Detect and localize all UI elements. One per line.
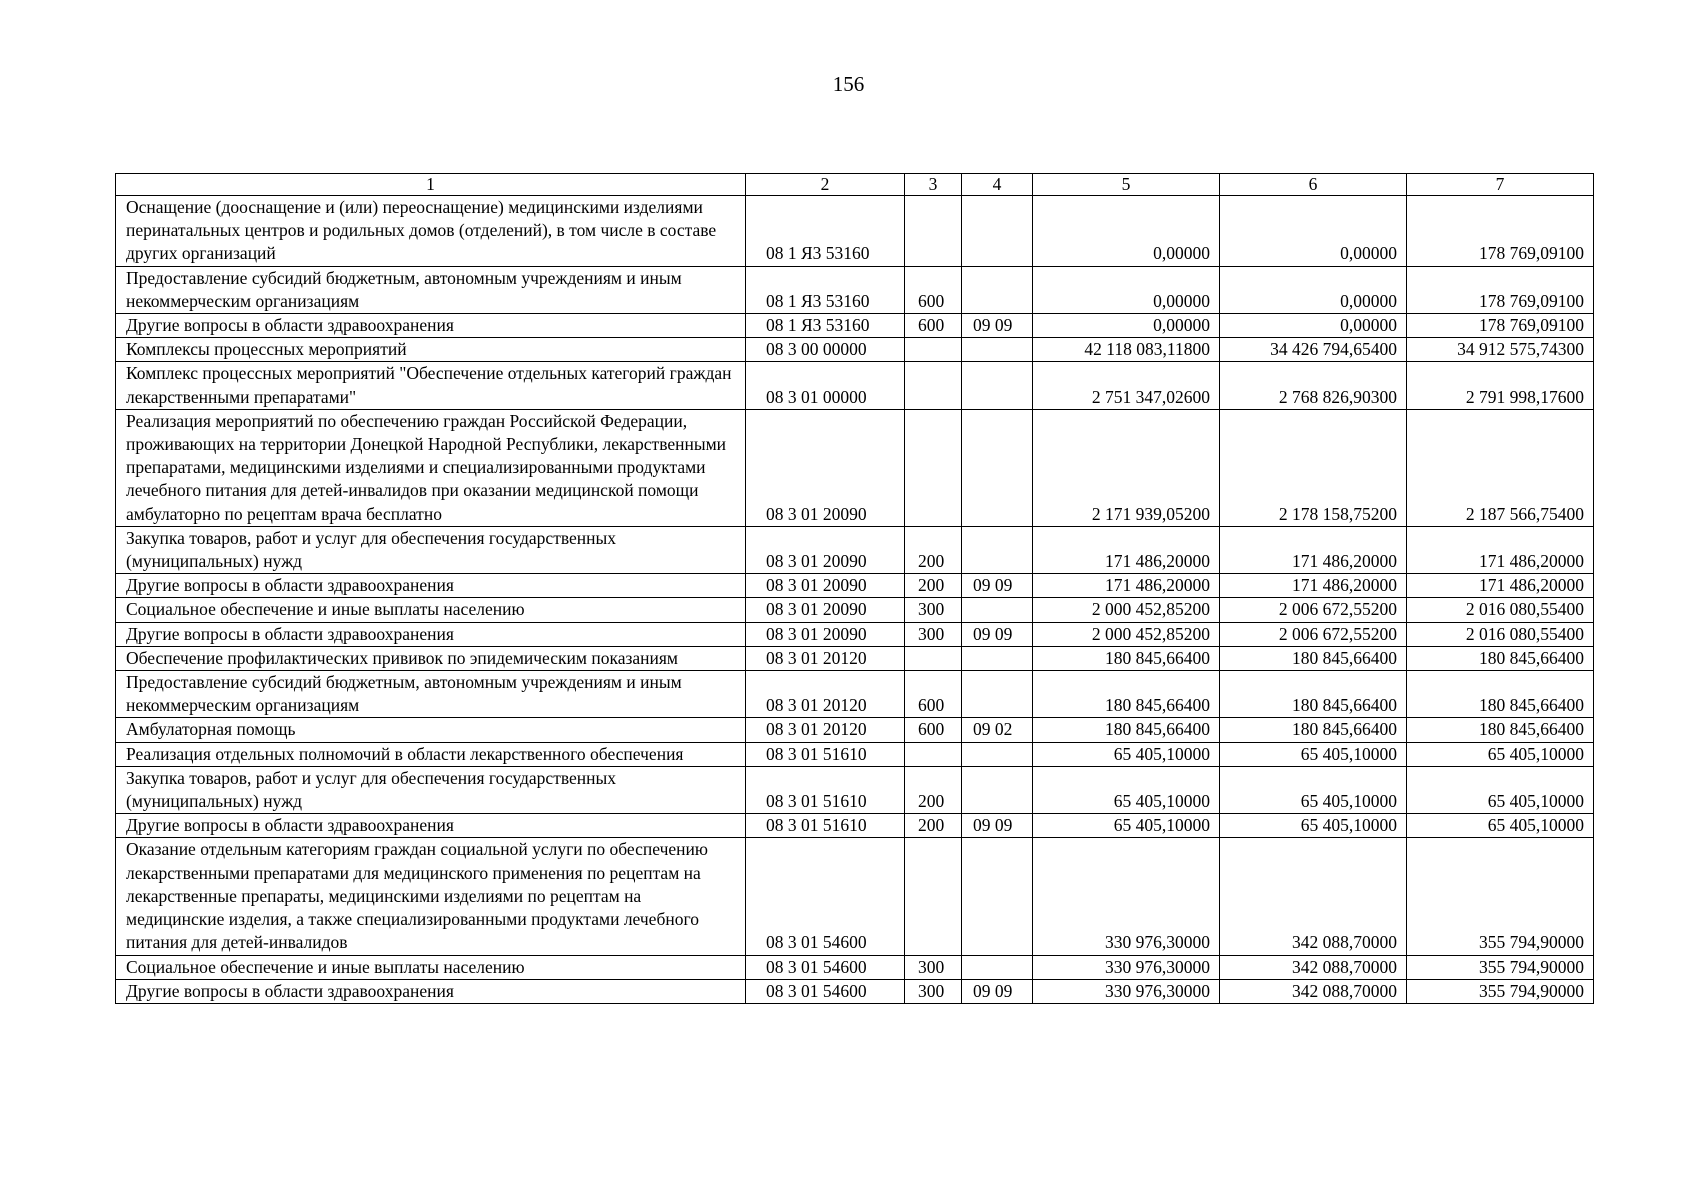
row-name-cell: Другие вопросы в области здравоохранения: [116, 314, 746, 338]
value-col7-cell: 2 791 998,17600: [1407, 362, 1594, 409]
column-header: 6: [1220, 174, 1407, 196]
column-header: 4: [962, 174, 1033, 196]
section-code-cell: [962, 362, 1033, 409]
table-row: [116, 196, 1594, 267]
value-col6-cell: 171 486,20000: [1220, 526, 1407, 573]
table-row: [116, 979, 1594, 1003]
budget-code-cell: 08 1 Я3 53160: [746, 314, 905, 338]
section-code-cell: [962, 955, 1033, 979]
row-name-cell: Оснащение (дооснащение и (или) переоснащение) медицинскими изделиями перинатальных центров и родильных домов (отделений), в том числе в составе других организаций: [116, 196, 746, 267]
budget-code-cell: 08 1 Я3 53160: [746, 196, 905, 267]
value-col5-cell: 0,00000: [1033, 266, 1220, 313]
value-col6-cell: 2 768 826,90300: [1220, 362, 1407, 409]
section-code-cell: [962, 266, 1033, 313]
expense-type-cell: [905, 742, 962, 766]
column-header: 3: [905, 174, 962, 196]
budget-code-cell: 08 3 01 20090: [746, 598, 905, 622]
expense-type-cell: 600: [905, 718, 962, 742]
expense-type-cell: 200: [905, 526, 962, 573]
row-name-cell: Социальное обеспечение и иные выплаты населению: [116, 598, 746, 622]
row-name-cell: Комплекс процессных мероприятий "Обеспечение отдельных категорий граждан лекарственными препаратами": [116, 362, 746, 409]
table-row: [116, 766, 1594, 813]
budget-code-cell: 08 3 01 20090: [746, 622, 905, 646]
table-row: [116, 409, 1594, 526]
section-code-cell: [962, 766, 1033, 813]
expense-type-cell: [905, 409, 962, 526]
section-code-cell: 09 09: [962, 314, 1033, 338]
table-row: [116, 598, 1594, 622]
value-col7-cell: 65 405,10000: [1407, 814, 1594, 838]
value-col6-cell: 0,00000: [1220, 314, 1407, 338]
row-name-cell: Оказание отдельным категориям граждан социальной услуги по обеспечению лекарственными препаратами для медицинского применения по рецептам на лекарственные препараты, медицинскими изделиями по рецептам на медицинские изделия, а также специализированными продуктами лечебного питания для детей-инвалидов: [116, 838, 746, 955]
budget-code-cell: 08 3 00 00000: [746, 338, 905, 362]
budget-code-cell: 08 3 01 20090: [746, 409, 905, 526]
budget-code-cell: 08 3 01 54600: [746, 955, 905, 979]
value-col7-cell: 65 405,10000: [1407, 766, 1594, 813]
row-name-cell: Реализация отдельных полномочий в области лекарственного обеспечения: [116, 742, 746, 766]
row-name-cell: Другие вопросы в области здравоохранения: [116, 622, 746, 646]
table-row: [116, 526, 1594, 573]
expense-type-cell: 600: [905, 671, 962, 718]
value-col6-cell: 2 178 158,75200: [1220, 409, 1407, 526]
budget-code-cell: 08 3 01 51610: [746, 742, 905, 766]
column-header: 1: [116, 174, 746, 196]
row-name-cell: Социальное обеспечение и иные выплаты населению: [116, 955, 746, 979]
table-body: [116, 174, 1594, 1004]
value-col6-cell: 2 006 672,55200: [1220, 598, 1407, 622]
expense-type-cell: [905, 838, 962, 955]
value-col5-cell: 180 845,66400: [1033, 646, 1220, 670]
value-col7-cell: 355 794,90000: [1407, 838, 1594, 955]
value-col5-cell: 330 976,30000: [1033, 979, 1220, 1003]
expense-type-cell: [905, 196, 962, 267]
value-col7-cell: 34 912 575,74300: [1407, 338, 1594, 362]
row-name-cell: Комплексы процессных мероприятий: [116, 338, 746, 362]
row-name-cell: Обеспечение профилактических прививок по эпидемическим показаниям: [116, 646, 746, 670]
value-col7-cell: 180 845,66400: [1407, 671, 1594, 718]
value-col5-cell: 65 405,10000: [1033, 766, 1220, 813]
value-col5-cell: 0,00000: [1033, 314, 1220, 338]
table-row: [116, 718, 1594, 742]
budget-code-cell: 08 3 01 20120: [746, 671, 905, 718]
value-col5-cell: 0,00000: [1033, 196, 1220, 267]
expense-type-cell: 600: [905, 266, 962, 313]
table-header-row: [116, 174, 1594, 196]
section-code-cell: 09 02: [962, 718, 1033, 742]
row-name-cell: Амбулаторная помощь: [116, 718, 746, 742]
budget-code-cell: 08 3 01 00000: [746, 362, 905, 409]
section-code-cell: [962, 598, 1033, 622]
table-row: [116, 622, 1594, 646]
budget-code-cell: 08 3 01 20120: [746, 646, 905, 670]
expense-type-cell: 600: [905, 314, 962, 338]
value-col6-cell: 171 486,20000: [1220, 574, 1407, 598]
table-row: [116, 814, 1594, 838]
value-col6-cell: 342 088,70000: [1220, 838, 1407, 955]
section-code-cell: 09 09: [962, 979, 1033, 1003]
value-col7-cell: 2 016 080,55400: [1407, 598, 1594, 622]
value-col5-cell: 2 000 452,85200: [1033, 598, 1220, 622]
value-col5-cell: 330 976,30000: [1033, 955, 1220, 979]
value-col7-cell: 178 769,09100: [1407, 266, 1594, 313]
expense-type-cell: 300: [905, 979, 962, 1003]
value-col6-cell: 342 088,70000: [1220, 955, 1407, 979]
section-code-cell: [962, 742, 1033, 766]
budget-table: [115, 173, 1594, 1004]
table-row: [116, 955, 1594, 979]
section-code-cell: 09 09: [962, 622, 1033, 646]
value-col7-cell: 355 794,90000: [1407, 979, 1594, 1003]
row-name-cell: Другие вопросы в области здравоохранения: [116, 574, 746, 598]
value-col6-cell: 65 405,10000: [1220, 814, 1407, 838]
section-code-cell: [962, 671, 1033, 718]
value-col5-cell: 65 405,10000: [1033, 742, 1220, 766]
budget-code-cell: 08 3 01 54600: [746, 838, 905, 955]
row-name-cell: Предоставление субсидий бюджетным, автономным учреждениям и иным некоммерческим организациям: [116, 671, 746, 718]
table-row: [116, 314, 1594, 338]
value-col7-cell: 178 769,09100: [1407, 196, 1594, 267]
row-name-cell: Закупка товаров, работ и услуг для обеспечения государственных (муниципальных) нужд: [116, 766, 746, 813]
table-row: [116, 574, 1594, 598]
value-col5-cell: 65 405,10000: [1033, 814, 1220, 838]
budget-code-cell: 08 3 01 54600: [746, 979, 905, 1003]
page-number: 156: [832, 72, 865, 96]
table-row: [116, 838, 1594, 955]
expense-type-cell: [905, 338, 962, 362]
budget-code-cell: 08 3 01 20090: [746, 526, 905, 573]
row-name-cell: Другие вопросы в области здравоохранения: [116, 814, 746, 838]
value-col5-cell: 2 751 347,02600: [1033, 362, 1220, 409]
table-row: [116, 646, 1594, 670]
row-name-cell: Закупка товаров, работ и услуг для обеспечения государственных (муниципальных) нужд: [116, 526, 746, 573]
section-code-cell: [962, 838, 1033, 955]
section-code-cell: 09 09: [962, 814, 1033, 838]
value-col7-cell: 2 016 080,55400: [1407, 622, 1594, 646]
value-col6-cell: 180 845,66400: [1220, 646, 1407, 670]
table-row: [116, 742, 1594, 766]
table-row: [116, 362, 1594, 409]
value-col7-cell: 355 794,90000: [1407, 955, 1594, 979]
value-col5-cell: 330 976,30000: [1033, 838, 1220, 955]
value-col7-cell: 65 405,10000: [1407, 742, 1594, 766]
value-col6-cell: 65 405,10000: [1220, 766, 1407, 813]
value-col6-cell: 2 006 672,55200: [1220, 622, 1407, 646]
expense-type-cell: 200: [905, 814, 962, 838]
value-col5-cell: 2 171 939,05200: [1033, 409, 1220, 526]
budget-code-cell: 08 3 01 20090: [746, 574, 905, 598]
value-col7-cell: 178 769,09100: [1407, 314, 1594, 338]
table-row: [116, 338, 1594, 362]
value-col5-cell: 171 486,20000: [1033, 526, 1220, 573]
row-name-cell: Другие вопросы в области здравоохранения: [116, 979, 746, 1003]
value-col6-cell: 180 845,66400: [1220, 671, 1407, 718]
value-col7-cell: 171 486,20000: [1407, 574, 1594, 598]
value-col7-cell: 2 187 566,75400: [1407, 409, 1594, 526]
value-col5-cell: 180 845,66400: [1033, 671, 1220, 718]
value-col5-cell: 42 118 083,11800: [1033, 338, 1220, 362]
expense-type-cell: 300: [905, 622, 962, 646]
section-code-cell: [962, 338, 1033, 362]
expense-type-cell: 300: [905, 955, 962, 979]
column-header: 7: [1407, 174, 1594, 196]
section-code-cell: [962, 196, 1033, 267]
expense-type-cell: [905, 362, 962, 409]
column-header: 5: [1033, 174, 1220, 196]
expense-type-cell: 200: [905, 766, 962, 813]
value-col6-cell: 0,00000: [1220, 196, 1407, 267]
table-row: [116, 266, 1594, 313]
value-col5-cell: 2 000 452,85200: [1033, 622, 1220, 646]
value-col5-cell: 180 845,66400: [1033, 718, 1220, 742]
expense-type-cell: [905, 646, 962, 670]
value-col7-cell: 180 845,66400: [1407, 718, 1594, 742]
budget-code-cell: 08 3 01 51610: [746, 766, 905, 813]
value-col6-cell: 342 088,70000: [1220, 979, 1407, 1003]
budget-code-cell: 08 3 01 20120: [746, 718, 905, 742]
table-row: [116, 671, 1594, 718]
value-col5-cell: 171 486,20000: [1033, 574, 1220, 598]
budget-code-cell: 08 3 01 51610: [746, 814, 905, 838]
expense-type-cell: 200: [905, 574, 962, 598]
expense-type-cell: 300: [905, 598, 962, 622]
value-col7-cell: 180 845,66400: [1407, 646, 1594, 670]
value-col6-cell: 65 405,10000: [1220, 742, 1407, 766]
section-code-cell: [962, 526, 1033, 573]
budget-code-cell: 08 1 Я3 53160: [746, 266, 905, 313]
value-col6-cell: 0,00000: [1220, 266, 1407, 313]
value-col6-cell: 180 845,66400: [1220, 718, 1407, 742]
row-name-cell: Реализация мероприятий по обеспечению граждан Российской Федерации, проживающих на территории Донецкой Народной Республики, лекарственными препаратами, медицинскими изделиями и специализированными продуктами лечебного питания для детей-инвалидов при оказании медицинской помощи амбулаторно по рецептам врача бесплатно: [116, 409, 746, 526]
value-col6-cell: 34 426 794,65400: [1220, 338, 1407, 362]
value-col7-cell: 171 486,20000: [1407, 526, 1594, 573]
section-code-cell: [962, 646, 1033, 670]
section-code-cell: [962, 409, 1033, 526]
section-code-cell: 09 09: [962, 574, 1033, 598]
column-header: 2: [746, 174, 905, 196]
row-name-cell: Предоставление субсидий бюджетным, автономным учреждениям и иным некоммерческим организациям: [116, 266, 746, 313]
